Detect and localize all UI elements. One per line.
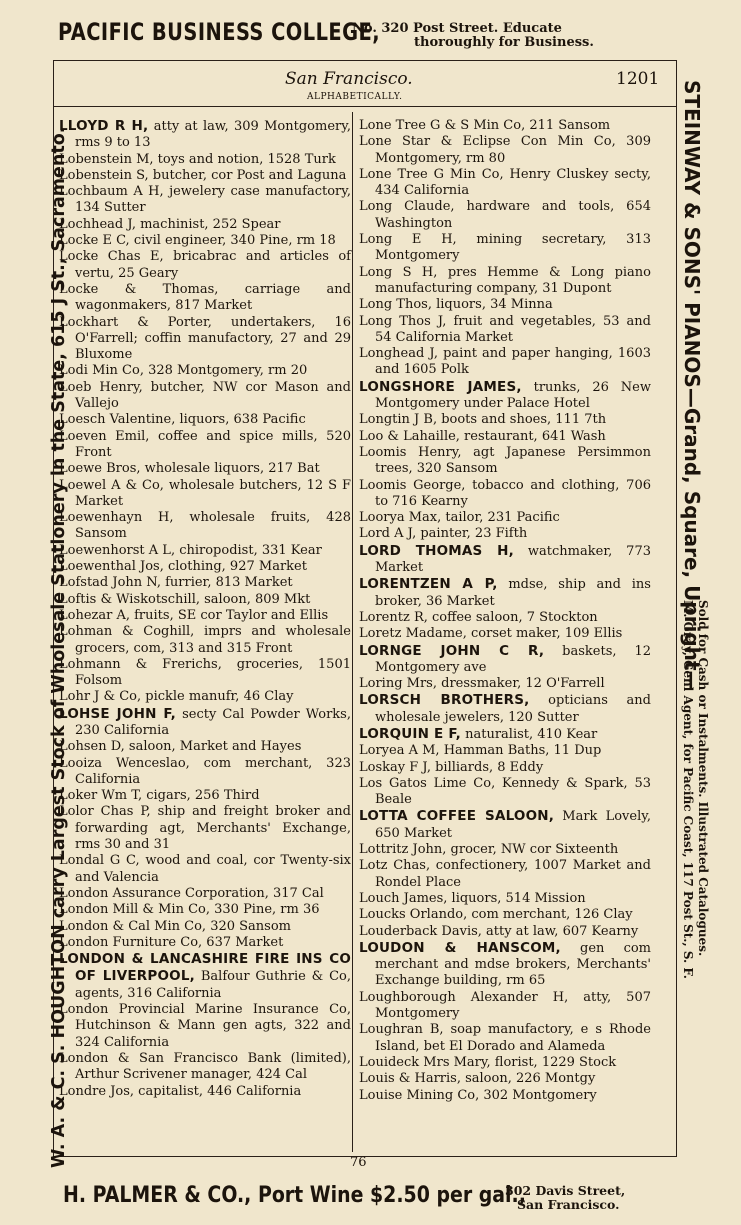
directory-entry xyxy=(59,706,351,740)
directory-entry xyxy=(59,217,351,233)
entry-text: Los Gatos Lime Co, Kennedy & Spark, 53 Beale xyxy=(359,775,651,808)
directory-entry xyxy=(59,902,351,918)
directory-entry xyxy=(359,1071,651,1087)
directory-entry xyxy=(59,575,351,591)
top-ad-line1: No. 320 Post Street. Educate xyxy=(352,21,562,36)
directory-entry xyxy=(59,919,351,935)
entry-text: Long E H, mining secretary, 313 Montgomery xyxy=(359,232,651,264)
directory-entry xyxy=(359,510,651,526)
entry-text: Long Thos, liquors, 34 Minna xyxy=(359,297,553,313)
top-ad-line2: thoroughly for Business. xyxy=(414,35,594,50)
directory-entry xyxy=(59,608,351,624)
entry-text: Loughran B, soap manufactory, e s Rhode Island, bet El Dorado and Alameda xyxy=(359,1022,651,1054)
entry-text: Locke Chas E, bricabrac and articles of vertu, 25 Geary xyxy=(59,249,351,281)
entry-text: Lone Tree G & S Min Co, 211 Sansom xyxy=(359,118,611,133)
entry-text: Longhead J, paint and paper hanging, 1603 and 1605 Polk xyxy=(359,346,651,378)
directory-entry xyxy=(59,1051,351,1084)
entry-name-bold: LOTTA COFFEE SALOON, xyxy=(359,808,555,825)
entry-text: Longtin J B, boots and shoes, 111 7th xyxy=(359,412,607,428)
directory-entry xyxy=(359,726,651,743)
directory-entry xyxy=(59,935,351,951)
directory-entry xyxy=(359,118,651,134)
entry-text: Loewenhorst A L, chiropodist, 331 Kear xyxy=(59,542,322,558)
directory-entry xyxy=(59,1002,351,1051)
entry-text: Looiza Wenceslao, com merchant, 323 California xyxy=(59,755,351,787)
directory-entry xyxy=(359,808,651,842)
entry-text: Loewenthal Jos, clothing, 927 Market xyxy=(59,559,307,575)
entry-text: Lotz Chas, confectionery, 1007 Market and Rondel Place xyxy=(359,858,651,890)
directory-entry xyxy=(59,1084,351,1100)
page-city: San Francisco. xyxy=(285,69,413,89)
entry-text: London Mill & Min Co, 330 Pine, rm 36 xyxy=(59,902,320,918)
entry-text: Loesch Valentine, liquors, 638 Pacific xyxy=(59,412,306,428)
directory-entry xyxy=(359,692,651,726)
top-ad-title: PACIFIC BUSINESS COLLEGE, xyxy=(58,18,381,46)
entry-text: Loryea A M, Hamman Baths, 11 Dup xyxy=(359,743,602,759)
directory-entry xyxy=(59,363,351,379)
entry-text: Louderback Davis, atty at law, 607 Kearny xyxy=(359,923,639,939)
entry-text: Long Thos J, fruit and vegetables, 53 and 54 California Market xyxy=(359,313,651,345)
entry-text: Lorentz R, coffee saloon, 7 Stockton xyxy=(359,609,598,625)
directory-entry xyxy=(59,510,351,543)
directory-entry xyxy=(359,379,651,413)
directory-entry xyxy=(359,643,651,677)
directory-entry xyxy=(359,907,651,923)
entry-text: Loretz Madame, corset maker, 109 Ellis xyxy=(359,626,623,642)
directory-entry xyxy=(59,739,351,755)
entry-text: Long Claude, hardware and tools, 654 Washington xyxy=(359,199,651,231)
entry-text: Lockhart & Porter, undertakers, 16 O'Farrell; coffin manufactory, 27 and 29 Bluxome xyxy=(59,314,351,363)
column-divider xyxy=(352,112,353,1152)
entry-text: Loewe Bros, wholesale liquors, 217 Bat xyxy=(59,461,320,477)
bottom-ad-title: H. PALMER & CO., Port Wine $2.50 per gal., xyxy=(63,1183,526,1208)
entry-text: Lolor Chas P, ship and freight broker and forwarding agt, Merchants' Exchange, rms 30 and 31 xyxy=(59,804,351,853)
page-number: 1201 xyxy=(616,69,660,89)
directory-entry xyxy=(59,184,351,217)
right-side-line1: Sold for Cash or Instalments. Illustrated Catalogues. xyxy=(696,600,710,957)
entry-name-bold: LORSCH BROTHERS, xyxy=(359,692,530,709)
directory-entry xyxy=(359,265,651,298)
entry-text: baskets, 12 Montgomery ave xyxy=(375,643,652,675)
entry-text: trunks, 26 New Montgomery under Palace Hotel xyxy=(375,379,651,412)
directory-entry xyxy=(359,412,651,428)
entry-text: Louise Mining Co, 302 Montgomery xyxy=(359,1087,597,1103)
entry-text: Long S H, pres Hemme & Long piano manufacturing company, 31 Dupont xyxy=(359,264,651,296)
bottom-ad-line1: 302 Davis Street, xyxy=(505,1183,626,1198)
entry-text: Lord A J, painter, 23 Fifth xyxy=(359,526,528,542)
directory-entry xyxy=(359,543,651,577)
entry-name-bold: LORD THOMAS H, xyxy=(359,542,514,559)
left-side-advertisement: W. A. & C. S. HOUGHTON carry Largest Stock of Wholesale Stationery in the State, 615 J St., Sacramento. xyxy=(49,126,69,1168)
directory-entry xyxy=(59,168,351,184)
directory-entry xyxy=(359,167,651,200)
bottom-advertisement xyxy=(0,1170,741,1225)
directory-entry xyxy=(359,842,651,858)
entry-text: London Provincial Marine Insurance Co, Hutchinson & Mann gen agts, 322 and 324 California xyxy=(59,1002,351,1050)
directory-entry xyxy=(359,1088,651,1104)
directory-entry xyxy=(59,478,351,511)
top-ad-address xyxy=(352,22,594,50)
directory-entry xyxy=(59,592,351,608)
directory-entry xyxy=(359,478,651,511)
entry-text: Loucks Orlando, com merchant, 126 Clay xyxy=(359,907,633,923)
entry-text: Loftis & Wiskotschill, saloon, 809 Mkt xyxy=(59,591,311,607)
page-header xyxy=(53,60,675,106)
entry-text: Loomis George, tobacco and clothing, 706 to 716 Kearny xyxy=(359,477,651,509)
entry-text: Loo & Lahaille, restaurant, 641 Wash xyxy=(359,428,606,444)
entry-text: Lohsen D, saloon, Market and Hayes xyxy=(59,739,302,755)
directory-entry xyxy=(359,576,651,610)
directory-entry xyxy=(59,543,351,559)
entry-name-bold: LONGSHORE JAMES, xyxy=(359,378,522,395)
directory-entry xyxy=(359,429,651,445)
footer-number: 76 xyxy=(350,1155,367,1170)
entry-text: Lodi Min Co, 328 Montgomery, rm 20 xyxy=(59,363,308,379)
entry-text: Lohman & Coghill, imprs and wholesale grocers, com, 313 and 315 Front xyxy=(59,624,351,656)
directory-entry xyxy=(59,624,351,657)
directory-entry xyxy=(59,886,351,902)
entry-text: naturalist, 410 Kear xyxy=(460,726,598,742)
entry-text: Lobenstein M, toys and notion, 1528 Turk xyxy=(59,151,336,167)
directory-entry xyxy=(359,346,651,379)
entry-text: opticians and wholesale jewelers, 120 Sutter xyxy=(375,693,651,725)
directory-entry xyxy=(59,951,351,1002)
entry-text: Loskay F J, billiards, 8 Eddy xyxy=(359,759,544,775)
directory-entry xyxy=(359,776,651,809)
directory-entry xyxy=(59,118,351,152)
directory-entry xyxy=(59,559,351,575)
entry-text: Lohr J & Co, pickle manufr, 46 Clay xyxy=(59,689,294,705)
header-rule xyxy=(53,106,677,107)
directory-entry xyxy=(59,249,351,282)
directory-entry xyxy=(359,676,651,692)
entry-text: London Assurance Corporation, 317 Cal xyxy=(59,885,324,901)
directory-entry xyxy=(59,756,351,789)
entry-text: Locke & Thomas, carriage and wagonmakers, 817 Market xyxy=(59,281,351,314)
entry-text: Loker Wm T, cigars, 256 Third xyxy=(59,788,260,804)
right-column xyxy=(359,118,651,1148)
directory-entry xyxy=(359,858,651,891)
directory-entry xyxy=(59,461,351,477)
entry-text: Lobenstein S, butcher, cor Post and Laguna xyxy=(59,167,347,183)
entry-text: Lohezar A, fruits, SE cor Taylor and Ellis xyxy=(59,607,329,623)
entry-name-bold: LONDON & LANCASHIRE FIRE INS CO OF LIVERPOOL, xyxy=(59,951,351,985)
entry-text: London & Cal Min Co, 320 Sansom xyxy=(59,918,291,934)
entry-text: London Furniture Co, 637 Market xyxy=(59,934,284,950)
directory-entry xyxy=(59,412,351,428)
right-side-line2: M. Gray, Genl Agent, for Pacific Coast, 117 Post St., S. F. xyxy=(681,600,695,979)
entry-text: gen com merchant and mdse brokers, Merchants' Exchange building, rm 65 xyxy=(375,940,652,989)
entry-name-bold: LOUDON & HANSCOM, xyxy=(359,939,561,956)
entry-name-bold: LORENTZEN A P, xyxy=(359,576,498,593)
entry-name-bold: LORQUIN E F, xyxy=(359,725,461,742)
directory-entry xyxy=(359,891,651,907)
directory-entry xyxy=(359,626,651,642)
entry-text: Louch James, liquors, 514 Mission xyxy=(359,890,586,906)
entry-text: Locke E C, civil engineer, 340 Pine, rm 18 xyxy=(59,233,336,249)
entry-text: Lone Star & Eclipse Con Min Co, 309 Montgomery, rm 80 xyxy=(359,134,651,166)
directory-entry xyxy=(359,1022,651,1055)
entry-name-bold: LOHSE JOHN F, xyxy=(59,705,177,722)
entry-text: atty at law, 309 Montgomery, rms 9 to 13 xyxy=(75,119,351,151)
entry-name-bold: LORNGE JOHN C R, xyxy=(359,642,545,659)
entry-text: Lochbaum A H, jewelery case manufactory, 134 Sutter xyxy=(59,184,351,216)
directory-entry xyxy=(59,788,351,804)
entry-text: secty Cal Powder Works, 230 California xyxy=(75,706,351,738)
entry-text: Loewel A & Co, wholesale butchers, 12 S F Market xyxy=(59,477,351,509)
directory-entry xyxy=(359,940,651,990)
entry-text: Louis & Harris, saloon, 226 Montgy xyxy=(359,1071,596,1087)
directory-entry xyxy=(359,199,651,232)
entry-text: London & San Francisco Bank (limited), Arthur Scrivener manager, 424 Cal xyxy=(59,1050,351,1083)
page-subtitle: ALPHABETICALLY. xyxy=(307,92,403,102)
directory-entry xyxy=(359,314,651,347)
entry-name-bold: LLOYD R H, xyxy=(59,118,149,134)
entry-text: Loewenhayn H, wholesale fruits, 428 Sansom xyxy=(59,510,351,542)
directory-entry xyxy=(359,1055,651,1071)
right-side-advertisement-small xyxy=(674,600,710,1200)
top-advertisement xyxy=(0,0,741,58)
entry-text: Loeven Emil, coffee and spice mills, 520 Front xyxy=(59,428,351,460)
right-side-advertisement: STEINWAY & SONS' PIANOS—Grand, Square, Upright— xyxy=(680,80,704,691)
entry-text: Lohmann & Frerichs, groceries, 1501 Folsom xyxy=(59,656,351,689)
directory-entry xyxy=(59,380,351,413)
entry-text: watchmaker, 773 Market xyxy=(375,543,651,576)
directory-entry xyxy=(59,429,351,462)
entry-text: Lone Tree G Min Co, Henry Cluskey secty, 434 California xyxy=(359,166,651,199)
entry-text: Loring Mrs, dressmaker, 12 O'Farrell xyxy=(359,676,605,692)
directory-entry xyxy=(59,689,351,705)
bottom-ad-line2: San Francisco. xyxy=(517,1197,620,1212)
directory-entry xyxy=(59,804,351,853)
entry-text: Louideck Mrs Mary, florist, 1229 Stock xyxy=(359,1054,617,1070)
directory-entry xyxy=(359,445,651,478)
entry-text: Londal G C, wood and coal, cor Twenty-six and Valencia xyxy=(59,853,351,885)
left-column xyxy=(59,118,351,1148)
entry-text: Loorya Max, tailor, 231 Pacific xyxy=(359,510,560,526)
directory-entry xyxy=(359,297,651,313)
directory-entry xyxy=(59,152,351,168)
entry-text: mdse, ship and ins broker, 36 Market xyxy=(375,577,651,609)
entry-text: Loeb Henry, butcher, NW cor Mason and Vallejo xyxy=(59,379,351,412)
directory-entry xyxy=(359,924,651,940)
directory-entry xyxy=(59,233,351,249)
directory-entry xyxy=(359,610,651,626)
entry-text: Mark Lovely, 650 Market xyxy=(375,809,651,841)
entry-text: Balfour Guthrie & Co, agents, 316 California xyxy=(75,969,351,1001)
bottom-ad-address xyxy=(505,1184,625,1212)
directory-entry xyxy=(359,526,651,542)
directory-entry xyxy=(59,282,351,315)
entry-text: Londre Jos, capitalist, 446 California xyxy=(59,1083,302,1099)
entry-text: Loomis Henry, agt Japanese Persimmon trees, 320 Sansom xyxy=(359,444,651,477)
directory-entry xyxy=(359,990,651,1023)
entry-text: Loughborough Alexander H, atty, 507 Montgomery xyxy=(359,989,651,1022)
directory-entry xyxy=(359,760,651,776)
directory-entry xyxy=(359,134,651,167)
directory-entry xyxy=(59,657,351,690)
directory-entry xyxy=(59,853,351,886)
entry-text: Lottritz John, grocer, NW cor Sixteenth xyxy=(359,842,619,858)
directory-entry xyxy=(359,743,651,759)
directory-entry xyxy=(59,315,351,364)
entry-text: Lochhead J, machinist, 252 Spear xyxy=(59,216,281,232)
entry-text: Lofstad John N, furrier, 813 Market xyxy=(59,575,293,591)
directory-entry xyxy=(359,232,651,265)
